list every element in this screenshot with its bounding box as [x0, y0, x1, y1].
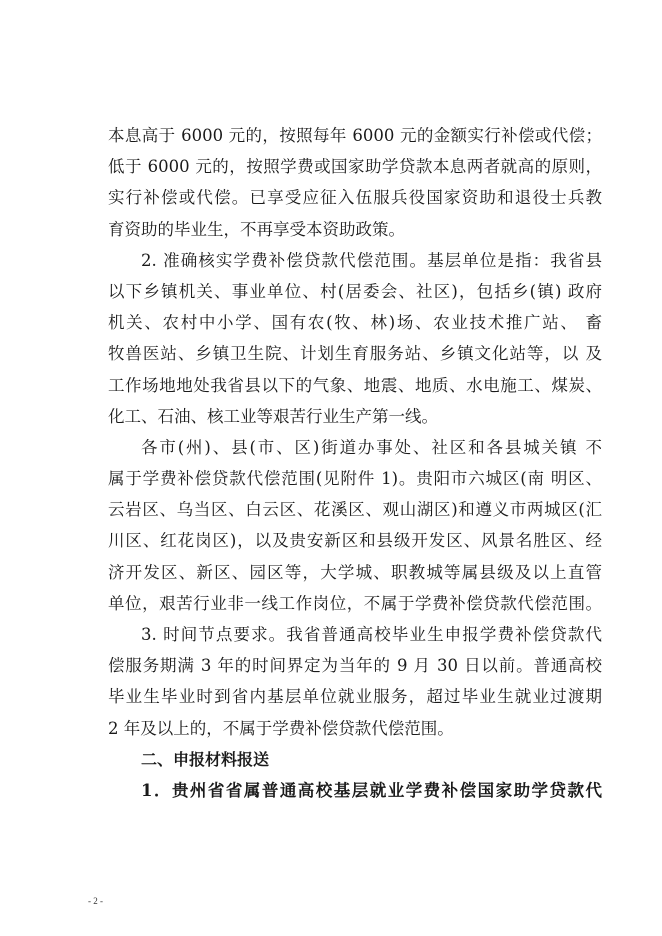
subsection-heading: 1．贵州省省属普通高校基层就业学费补偿国家助学贷款代	[141, 780, 602, 800]
text-line: 化工、石油、核工业等艰苦行业生产第一线。	[108, 406, 438, 426]
text-line: 3. 时间节点要求。我省普通高校毕业生申报学费补偿贷款代	[141, 625, 602, 644]
text-line: 本息高于 6000 元的，按照每年 6000 元的金额实行补偿或代偿；	[108, 126, 602, 145]
text-line: 机关、农村中小学、国有农(牧、林)场、农业技术推广站、 畜	[108, 313, 602, 333]
text-line: 以下乡镇机关、事业单位、村(居委会、社区)，包括乡(镇) 政府	[108, 281, 602, 301]
text-line: 川区、红花岗区)，以及贵安新区和县级开发区、风景名胜区、经	[108, 531, 602, 551]
text-line: 偿服务期满 3 年的时间界定为当年的 9 月 30 日以前。普通高校	[108, 656, 602, 676]
text-line: 2. 准确核实学费补偿贷款代偿范围。基层单位是指：我省县	[141, 250, 602, 270]
body-text	[108, 120, 602, 806]
text-line: 2 年及以上的，不属于学费补偿贷款代偿范围。	[108, 718, 454, 738]
text-line: 低于 6000 元的，按照学费或国家助学贷款本息两者就高的原则，	[108, 157, 602, 177]
text-line: 属于学费补偿贷款代偿范围(见附件 1)。贵阳市六城区(南 明区、	[108, 469, 602, 489]
text-line: 育资助的毕业生，不再享受本资助政策。	[108, 219, 405, 239]
text-line: 工作场地地处我省县以下的气象、地震、地质、水电施工、煤炭、	[108, 375, 602, 395]
text-line: 济开发区、新区、园区等，大学城、职教城等属县级及以上直管	[108, 562, 602, 582]
page-number: - 2 -	[88, 896, 103, 906]
text-line: 毕业生毕业时到省内基层单位就业服务，超过毕业生就业过渡期	[108, 687, 602, 707]
text-line: 云岩区、乌当区、白云区、花溪区、观山湖区)和遵义市两城区(汇	[108, 500, 602, 520]
text-line: 牧兽医站、乡镇卫生院、计划生育服务站、乡镇文化站等，以 及	[108, 344, 602, 364]
text-line: 各市(州)、县(市、区)街道办事处、社区和各县城关镇 不	[141, 437, 602, 457]
section-heading: 二、申报材料报送	[141, 749, 270, 769]
text-line: 实行补偿或代偿。已享受应征入伍服兵役国家资助和退役士兵教	[108, 188, 602, 208]
text-line: 单位，艰苦行业非一线工作岗位，不属于学费补偿贷款代偿范围。	[108, 593, 602, 613]
